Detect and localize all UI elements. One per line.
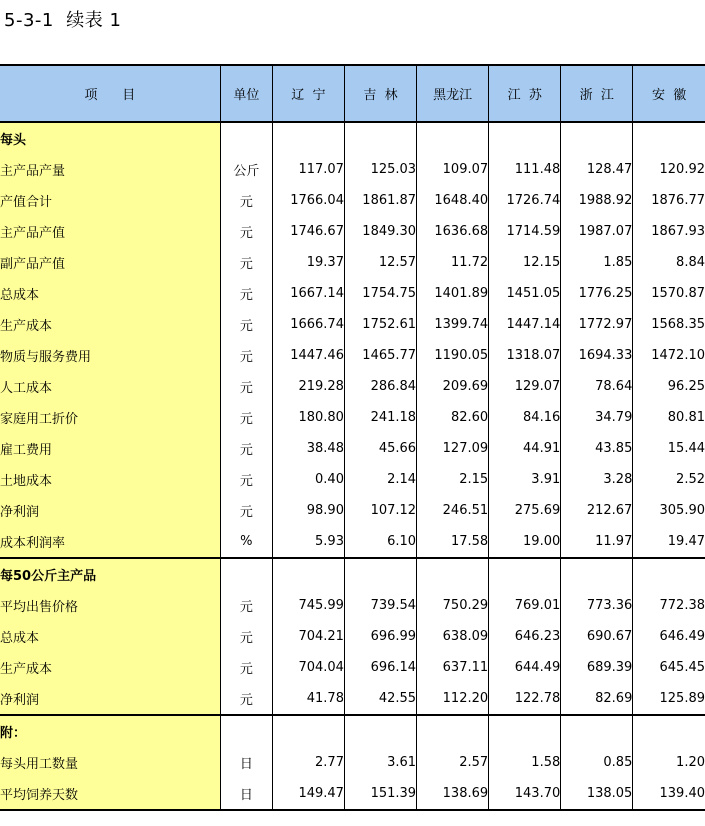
cell-value: 1776.25 bbox=[561, 278, 633, 309]
header-row bbox=[0, 65, 705, 122]
cell-value: 117.07 bbox=[272, 154, 344, 185]
row-unit: 元 bbox=[220, 464, 272, 495]
cell-value: 84.16 bbox=[489, 402, 561, 433]
row-unit: 元 bbox=[220, 309, 272, 340]
table-row bbox=[0, 340, 705, 371]
row-unit: 日 bbox=[220, 747, 272, 778]
cell-value: 42.55 bbox=[344, 683, 416, 715]
column-header-province: 浙 江 bbox=[561, 65, 633, 122]
cell-value: 111.48 bbox=[489, 154, 561, 185]
row-label: 平均饲养天数 bbox=[0, 778, 220, 810]
row-unit: 元 bbox=[220, 683, 272, 715]
cell-value: 219.28 bbox=[272, 371, 344, 402]
cell-value: 43.85 bbox=[561, 433, 633, 464]
cell-value: 1666.74 bbox=[272, 309, 344, 340]
row-label: 人工成本 bbox=[0, 371, 220, 402]
cell-value: 1861.87 bbox=[344, 185, 416, 216]
row-label: 总成本 bbox=[0, 621, 220, 652]
cell-value: 3.28 bbox=[561, 464, 633, 495]
section-row bbox=[0, 558, 705, 590]
cell-value: 127.09 bbox=[417, 433, 489, 464]
table-row bbox=[0, 247, 705, 278]
row-label: 总成本 bbox=[0, 278, 220, 309]
cell-value: 275.69 bbox=[489, 495, 561, 526]
cell-value: 739.54 bbox=[344, 590, 416, 621]
row-unit bbox=[220, 558, 272, 590]
cell-value: 2.57 bbox=[417, 747, 489, 778]
cell-value bbox=[489, 558, 561, 590]
cell-value: 112.20 bbox=[417, 683, 489, 715]
cell-value: 1867.93 bbox=[633, 216, 705, 247]
cell-value: 1318.07 bbox=[489, 340, 561, 371]
row-label: 土地成本 bbox=[0, 464, 220, 495]
cell-value: 109.07 bbox=[417, 154, 489, 185]
cell-value: 1.58 bbox=[489, 747, 561, 778]
cell-value: 1399.74 bbox=[417, 309, 489, 340]
row-unit: 元 bbox=[220, 495, 272, 526]
cell-value: 773.36 bbox=[561, 590, 633, 621]
row-label: 成本利润率 bbox=[0, 526, 220, 558]
row-label: 家庭用工折价 bbox=[0, 402, 220, 433]
row-label: 净利润 bbox=[0, 683, 220, 715]
table-row bbox=[0, 652, 705, 683]
cell-value: 772.38 bbox=[633, 590, 705, 621]
cell-value: 1451.05 bbox=[489, 278, 561, 309]
row-unit: 元 bbox=[220, 590, 272, 621]
row-unit: 元 bbox=[220, 278, 272, 309]
cell-value: 34.79 bbox=[561, 402, 633, 433]
table-row bbox=[0, 747, 705, 778]
cell-value bbox=[417, 558, 489, 590]
table-row bbox=[0, 464, 705, 495]
cell-value: 1568.35 bbox=[633, 309, 705, 340]
cell-value: 1849.30 bbox=[344, 216, 416, 247]
cell-value: 96.25 bbox=[633, 371, 705, 402]
row-label: 每50公斤主产品 bbox=[0, 558, 220, 590]
cell-value: 11.72 bbox=[417, 247, 489, 278]
cell-value: 646.23 bbox=[489, 621, 561, 652]
table-row bbox=[0, 154, 705, 185]
table-row bbox=[0, 185, 705, 216]
cell-value: 19.47 bbox=[633, 526, 705, 558]
cell-value: 1190.05 bbox=[417, 340, 489, 371]
cell-value: 696.14 bbox=[344, 652, 416, 683]
cell-value: 82.69 bbox=[561, 683, 633, 715]
cell-value: 2.15 bbox=[417, 464, 489, 495]
row-unit bbox=[220, 122, 272, 154]
row-label: 副产品产值 bbox=[0, 247, 220, 278]
cell-value: 246.51 bbox=[417, 495, 489, 526]
cell-value: 19.37 bbox=[272, 247, 344, 278]
cell-value: 128.47 bbox=[561, 154, 633, 185]
table-row bbox=[0, 683, 705, 715]
cell-value: 1752.61 bbox=[344, 309, 416, 340]
cell-value: 8.84 bbox=[633, 247, 705, 278]
table-row bbox=[0, 402, 705, 433]
row-unit: 元 bbox=[220, 652, 272, 683]
cell-value: 645.45 bbox=[633, 652, 705, 683]
table-row bbox=[0, 526, 705, 558]
cell-value: 125.89 bbox=[633, 683, 705, 715]
cell-value: 704.21 bbox=[272, 621, 344, 652]
cell-value: 769.01 bbox=[489, 590, 561, 621]
table-row bbox=[0, 216, 705, 247]
cell-value: 209.69 bbox=[417, 371, 489, 402]
cell-value bbox=[272, 715, 344, 747]
row-label: 生产成本 bbox=[0, 309, 220, 340]
cell-value: 3.61 bbox=[344, 747, 416, 778]
row-unit: % bbox=[220, 526, 272, 558]
cell-value: 1401.89 bbox=[417, 278, 489, 309]
cell-value: 305.90 bbox=[633, 495, 705, 526]
cell-value: 122.78 bbox=[489, 683, 561, 715]
statistics-table bbox=[0, 64, 705, 811]
cell-value: 690.67 bbox=[561, 621, 633, 652]
cell-value: 1746.67 bbox=[272, 216, 344, 247]
cell-value: 143.70 bbox=[489, 778, 561, 810]
cell-value: 15.44 bbox=[633, 433, 705, 464]
cell-value bbox=[633, 122, 705, 154]
cell-value: 1726.74 bbox=[489, 185, 561, 216]
row-unit: 元 bbox=[220, 185, 272, 216]
cell-value: 138.05 bbox=[561, 778, 633, 810]
cell-value: 139.40 bbox=[633, 778, 705, 810]
row-label: 产值合计 bbox=[0, 185, 220, 216]
cell-value: 1472.10 bbox=[633, 340, 705, 371]
cell-value bbox=[561, 715, 633, 747]
cell-value: 80.81 bbox=[633, 402, 705, 433]
row-unit bbox=[220, 715, 272, 747]
cell-value: 19.00 bbox=[489, 526, 561, 558]
row-label: 净利润 bbox=[0, 495, 220, 526]
cell-value: 98.90 bbox=[272, 495, 344, 526]
row-label: 主产品产量 bbox=[0, 154, 220, 185]
cell-value: 3.91 bbox=[489, 464, 561, 495]
cell-value: 1766.04 bbox=[272, 185, 344, 216]
cell-value: 286.84 bbox=[344, 371, 416, 402]
row-unit: 元 bbox=[220, 340, 272, 371]
cell-value: 1636.68 bbox=[417, 216, 489, 247]
cell-value bbox=[489, 122, 561, 154]
cell-value: 1988.92 bbox=[561, 185, 633, 216]
row-unit: 元 bbox=[220, 247, 272, 278]
row-label: 物质与服务费用 bbox=[0, 340, 220, 371]
cell-value: 745.99 bbox=[272, 590, 344, 621]
cell-value: 750.29 bbox=[417, 590, 489, 621]
cell-value: 644.49 bbox=[489, 652, 561, 683]
cell-value: 2.52 bbox=[633, 464, 705, 495]
cell-value: 78.64 bbox=[561, 371, 633, 402]
row-unit: 元 bbox=[220, 621, 272, 652]
cell-value: 0.40 bbox=[272, 464, 344, 495]
cell-value: 120.92 bbox=[633, 154, 705, 185]
cell-value: 107.12 bbox=[344, 495, 416, 526]
cell-value bbox=[561, 122, 633, 154]
cell-value: 646.49 bbox=[633, 621, 705, 652]
row-unit: 日 bbox=[220, 778, 272, 810]
section-row bbox=[0, 715, 705, 747]
cell-value bbox=[272, 122, 344, 154]
cell-value: 125.03 bbox=[344, 154, 416, 185]
column-header-unit: 单位 bbox=[220, 65, 272, 122]
cell-value: 38.48 bbox=[272, 433, 344, 464]
cell-value: 212.67 bbox=[561, 495, 633, 526]
cell-value: 180.80 bbox=[272, 402, 344, 433]
cell-value: 1772.97 bbox=[561, 309, 633, 340]
cell-value bbox=[417, 122, 489, 154]
cell-value bbox=[633, 715, 705, 747]
cell-value: 1447.46 bbox=[272, 340, 344, 371]
row-label: 主产品产值 bbox=[0, 216, 220, 247]
cell-value: 6.10 bbox=[344, 526, 416, 558]
cell-value: 1754.75 bbox=[344, 278, 416, 309]
section-row bbox=[0, 122, 705, 154]
cell-value: 1876.77 bbox=[633, 185, 705, 216]
row-label: 附： bbox=[0, 715, 220, 747]
row-label: 雇工费用 bbox=[0, 433, 220, 464]
column-header-province: 江 苏 bbox=[489, 65, 561, 122]
cell-value: 11.97 bbox=[561, 526, 633, 558]
row-unit: 元 bbox=[220, 216, 272, 247]
row-label: 每头 bbox=[0, 122, 220, 154]
cell-value: 5.93 bbox=[272, 526, 344, 558]
cell-value: 82.60 bbox=[417, 402, 489, 433]
column-header-province: 黑龙江 bbox=[417, 65, 489, 122]
table-row bbox=[0, 590, 705, 621]
page-title: 5-3-1 续表 1 bbox=[4, 10, 122, 31]
cell-value: 638.09 bbox=[417, 621, 489, 652]
row-unit: 元 bbox=[220, 402, 272, 433]
row-label: 每头用工数量 bbox=[0, 747, 220, 778]
cell-value: 0.85 bbox=[561, 747, 633, 778]
cell-value: 45.66 bbox=[344, 433, 416, 464]
cell-value: 151.39 bbox=[344, 778, 416, 810]
cell-value: 637.11 bbox=[417, 652, 489, 683]
table-row bbox=[0, 278, 705, 309]
table-row bbox=[0, 309, 705, 340]
cell-value: 12.15 bbox=[489, 247, 561, 278]
cell-value bbox=[344, 558, 416, 590]
cell-value: 1648.40 bbox=[417, 185, 489, 216]
cell-value: 2.77 bbox=[272, 747, 344, 778]
table-row bbox=[0, 495, 705, 526]
cell-value: 704.04 bbox=[272, 652, 344, 683]
cell-value bbox=[633, 558, 705, 590]
row-label: 平均出售价格 bbox=[0, 590, 220, 621]
cell-value bbox=[344, 122, 416, 154]
cell-value: 1447.14 bbox=[489, 309, 561, 340]
cell-value: 149.47 bbox=[272, 778, 344, 810]
column-header-item: 项 目 bbox=[0, 65, 220, 122]
cell-value: 1.85 bbox=[561, 247, 633, 278]
cell-value: 689.39 bbox=[561, 652, 633, 683]
cell-value: 138.69 bbox=[417, 778, 489, 810]
table-row bbox=[0, 621, 705, 652]
cell-value: 2.14 bbox=[344, 464, 416, 495]
cell-value: 1667.14 bbox=[272, 278, 344, 309]
cell-value: 241.18 bbox=[344, 402, 416, 433]
cell-value: 1.20 bbox=[633, 747, 705, 778]
cell-value: 17.58 bbox=[417, 526, 489, 558]
cell-value: 1987.07 bbox=[561, 216, 633, 247]
row-label: 生产成本 bbox=[0, 652, 220, 683]
cell-value: 12.57 bbox=[344, 247, 416, 278]
cell-value: 1694.33 bbox=[561, 340, 633, 371]
column-header-province: 吉 林 bbox=[344, 65, 416, 122]
row-unit: 元 bbox=[220, 371, 272, 402]
table-row bbox=[0, 371, 705, 402]
table-row bbox=[0, 433, 705, 464]
cell-value: 696.99 bbox=[344, 621, 416, 652]
cell-value bbox=[272, 558, 344, 590]
cell-value: 41.78 bbox=[272, 683, 344, 715]
column-header-province: 辽 宁 bbox=[272, 65, 344, 122]
row-unit: 元 bbox=[220, 433, 272, 464]
cell-value bbox=[417, 715, 489, 747]
table-body bbox=[0, 122, 705, 810]
cell-value bbox=[489, 715, 561, 747]
cell-value: 1465.77 bbox=[344, 340, 416, 371]
cell-value: 1570.87 bbox=[633, 278, 705, 309]
row-unit: 公斤 bbox=[220, 154, 272, 185]
cell-value: 44.91 bbox=[489, 433, 561, 464]
table-row bbox=[0, 778, 705, 810]
column-header-province: 安 徽 bbox=[633, 65, 705, 122]
cell-value: 1714.59 bbox=[489, 216, 561, 247]
cell-value bbox=[344, 715, 416, 747]
cell-value bbox=[561, 558, 633, 590]
cell-value: 129.07 bbox=[489, 371, 561, 402]
